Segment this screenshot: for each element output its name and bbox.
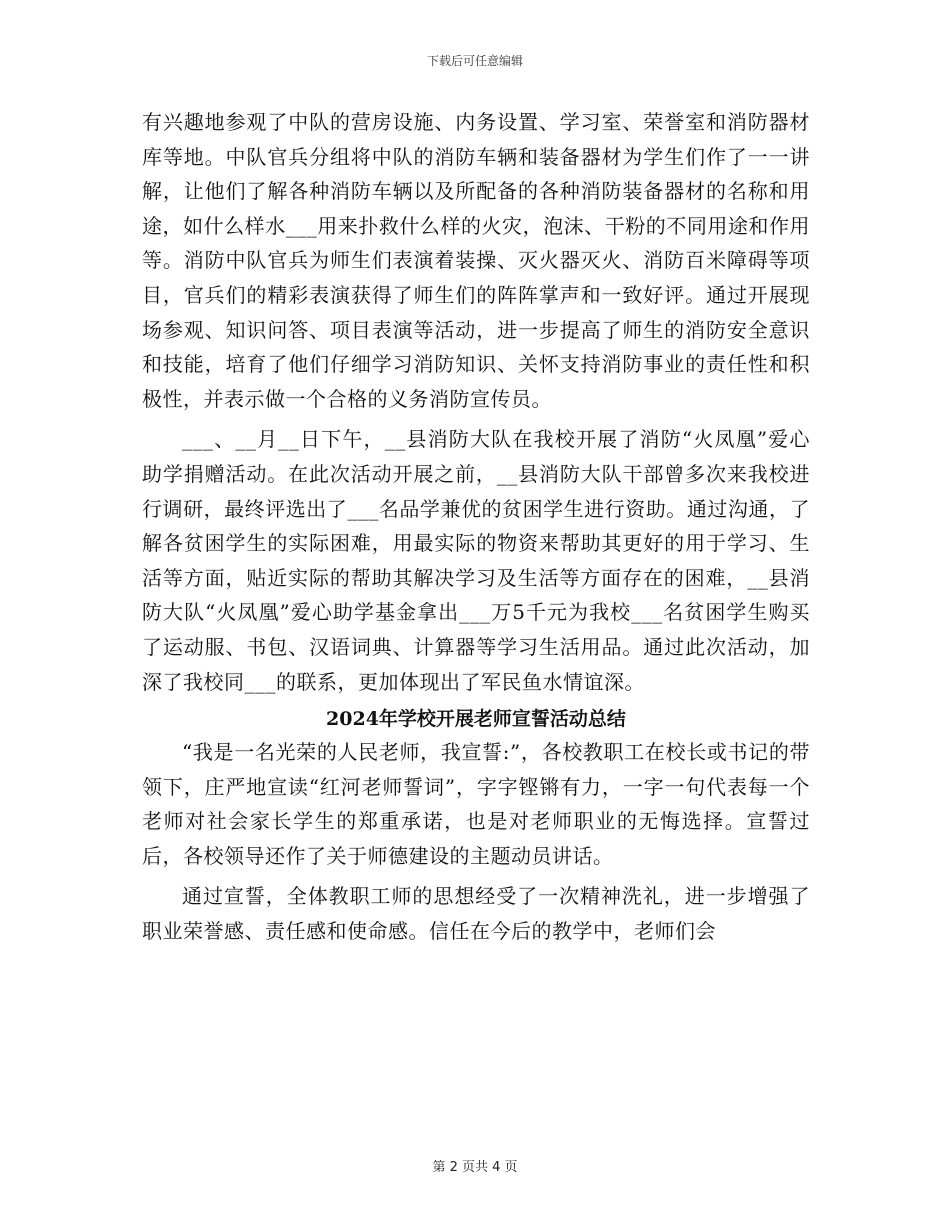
paragraph-teacher-oath: “我是一名光荣的人民老师，我宣誓:”，各校教职工在校长或书记的带领下，庄严地宣读“红河老师誓词”，字字铿锵有力，一字一句代表每一个老师对社会家长学生的郑重承诺，也是对老师职业的无悔选择。宣誓过后，各校领导还作了关于师德建设的主题动员讲话。 (142, 740, 810, 868)
document-body (142, 105, 810, 949)
page-header: 下载后可任意编辑 (426, 54, 523, 68)
paragraph-oath-effect: 通过宣誓，全体教职工师的思想经受了一次精神洗礼，进一步增强了职业荣誉感、责任感和使命感。信任在今后的教学中，老师们会 (142, 884, 810, 944)
page-footer: 第 2 页共 4 页 (432, 1160, 518, 1175)
paragraph-phoenix-donation: ___、__月__日下午，__县消防大队在我校开展了消防“火凤凰”爱心助学捐赠活动。在此次活动开展之前，__县消防大队干部曾多次来我校进行调研，最终评选出了___名品学兼优的贫困学生进行资助。通过沟通，了解各贫困学生的实际困难，用最实际的物资来帮助其更好的用于学习、生活等方面，贴近实际的帮助其解决学习及生活等方面存在的困难，__县消防大队“火凤凰”爱心助学基金拿出___万5千元为我校___名贫困学生购买了运动服、书包、汉语词典、计算器等学习生活用品。通过此次活动，加深了我校同___的联系，更加体现出了军民鱼水情谊深。 (142, 427, 810, 694)
paragraph-fire-station-visit: 有兴趣地参观了中队的营房设施、内务设置、学习室、荣誉室和消防器材库等地。中队官兵分组将中队的消防车辆和装备器材为学生们作了一一讲解，让他们了解各种消防车辆以及所配备的各种消防装备器材的名称和用途，如什么样水___用来扑救什么样的火灾，泡沫、干粉的不同用途和作用等。消防中队官兵为师生们表演着装操、灭火器灭火、消防百米障碍等项目，官兵们的精彩表演获得了师生们的阵阵掌声和一致好评。通过开展现场参观、知识问答、项目表演等活动，进一步提高了师生的消防安全意识和技能，培育了他们仔细学习消防知识、关怀支持消防事业的责任性和积极性，并表示做一个合格的义务消防宣传员。 (142, 110, 810, 411)
section-title: 2024年学校开展老师宣誓活动总结 (326, 708, 626, 731)
